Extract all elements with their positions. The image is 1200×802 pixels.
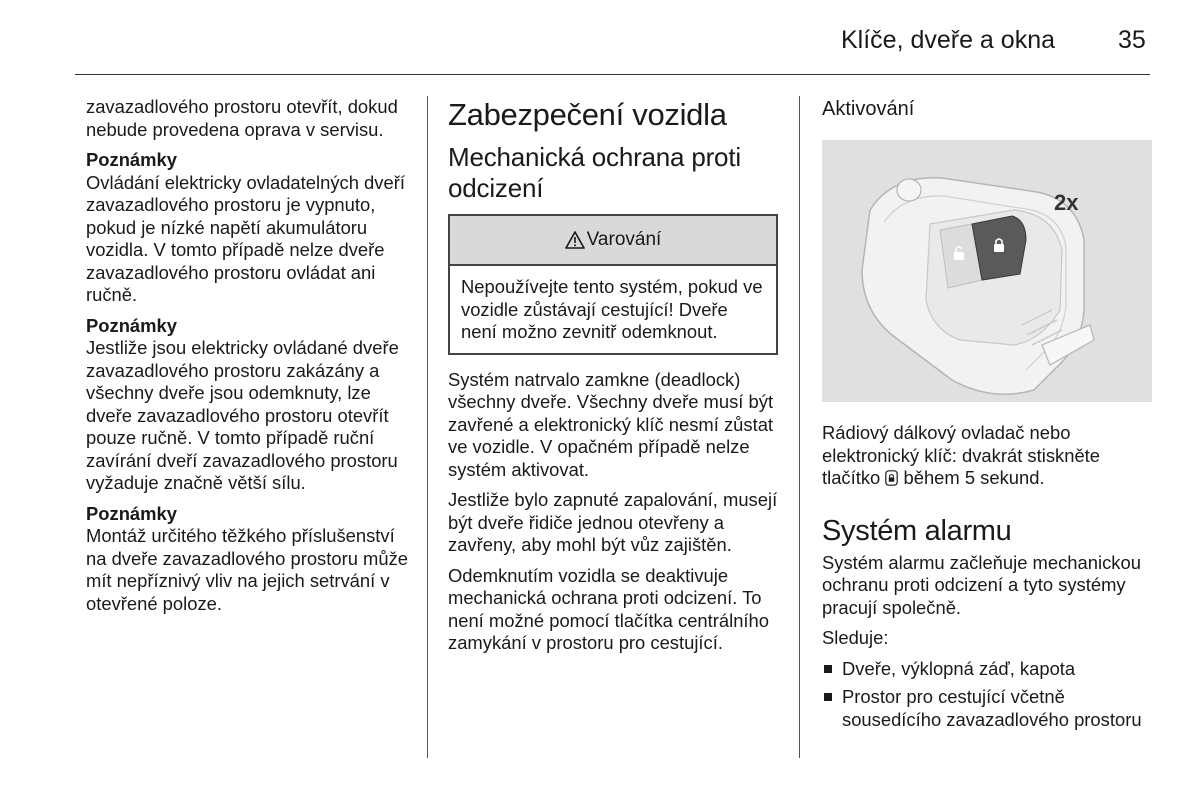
note-heading: Poznámky (86, 314, 177, 336)
warning-box (448, 214, 778, 355)
alarm-section-title: Systém alarmu (822, 514, 1012, 547)
chapter-title: Klíče, dveře a okna (840, 26, 1055, 54)
continuation-paragraph: zavazadlového prostoru otevřít, dokud nebude provedena oprava v servisu. (86, 96, 398, 140)
list-item (822, 686, 1152, 731)
bullet-square-icon (824, 665, 832, 673)
list-item (822, 658, 1152, 681)
warning-text: Nepoužívejte tento systém, pokud ve vozidle zůstávají cestující! Dveře není možno zevnitř odemknout. (461, 276, 763, 342)
warning-header (450, 216, 776, 266)
caption-text-end: během 5 sekund. (898, 467, 1045, 488)
caption-text: Rádiový dálkový ovladač nebo elektronický klíč: dvakrát stiskněte tlačítko (822, 422, 1101, 488)
note-block (86, 149, 412, 307)
note-text: Montáž určitého těžkého příslušenství na dveře zavazadlového prostoru může mít nepříznivý vliv na jejich setrvání v otevřené poloze. (86, 525, 409, 614)
activation-heading: Aktivování (822, 98, 915, 120)
press-twice-label: 2x (1054, 190, 1079, 215)
column-divider (799, 96, 800, 758)
page-number: 35 (1118, 26, 1146, 54)
alarm-paragraph: Systém alarmu začleňuje mechanickou ochranu proti odcizení a tyto systémy pracují společně. (822, 551, 1141, 618)
body-paragraph: Jestliže bylo zapnuté zapalování, musejí být dveře řidiče jednou otevřeny a zavřeny, aby mohl být vůz zajištěn. (448, 489, 778, 555)
note-heading: Poznámky (86, 502, 177, 524)
monitored-list (822, 658, 1152, 732)
list-item-text: Prostor pro cestující včetně sousedícího zavazadlového prostoru (842, 686, 1142, 730)
key-fob-illustration (822, 140, 1152, 402)
warning-triangle-icon (565, 231, 585, 249)
bullet-square-icon (824, 693, 832, 701)
lock-icon (885, 470, 898, 486)
column-right (822, 96, 1152, 737)
column-left (86, 96, 412, 623)
figure-caption (822, 422, 1152, 490)
note-block (86, 503, 412, 616)
body-paragraph: Odemknutím vozidla se deaktivuje mechanická ochrana proti odcizení. To není možné pomocí tlačítka centrálního zamykání v prostoru pro cestující. (448, 564, 769, 653)
page-header (0, 0, 1200, 80)
body-paragraph: Systém natrvalo zamkne (deadlock) všechny dveře. Všechny dveře musí být zavřené a elektronický klíč nesmí zůstat ve vozidle. V opačném případě nelze systém aktivovat. (448, 368, 774, 480)
section-title: Zabezpečení vozidla (448, 97, 727, 132)
note-block (86, 315, 412, 495)
list-item-text: Dveře, výklopná záď, kapota (842, 657, 1076, 679)
column-divider (427, 96, 428, 758)
note-text: Ovládání elektricky ovladatelných dveří zavazadlového prostoru je vypnuto, pokud je nízké napětí akumulátoru vozidla. V tomto případě nelze dveře zavazadlového prostoru ovládat ani ručně. (86, 171, 405, 305)
warning-label: Varování (586, 229, 662, 250)
monitors-label: Sleduje: (822, 627, 889, 648)
column-middle (448, 96, 778, 663)
note-heading: Poznámky (86, 149, 177, 170)
warning-body (450, 266, 776, 353)
key-fob-drawing (822, 140, 1152, 402)
note-text: Jestliže jsou elektricky ovládané dveře zavazadlového prostoru zakázány a všechny dveře jsou odemknuty, lze dveře zavazadlového prostoru otevřít pouze ručně. V tomto případě ruční zavírání dveří zavazadlového prostoru vyžaduje značně větší sílu. (86, 337, 399, 493)
subsection-title: Mechanická ochrana proti odcizení (448, 142, 741, 203)
header-divider (75, 74, 1150, 75)
